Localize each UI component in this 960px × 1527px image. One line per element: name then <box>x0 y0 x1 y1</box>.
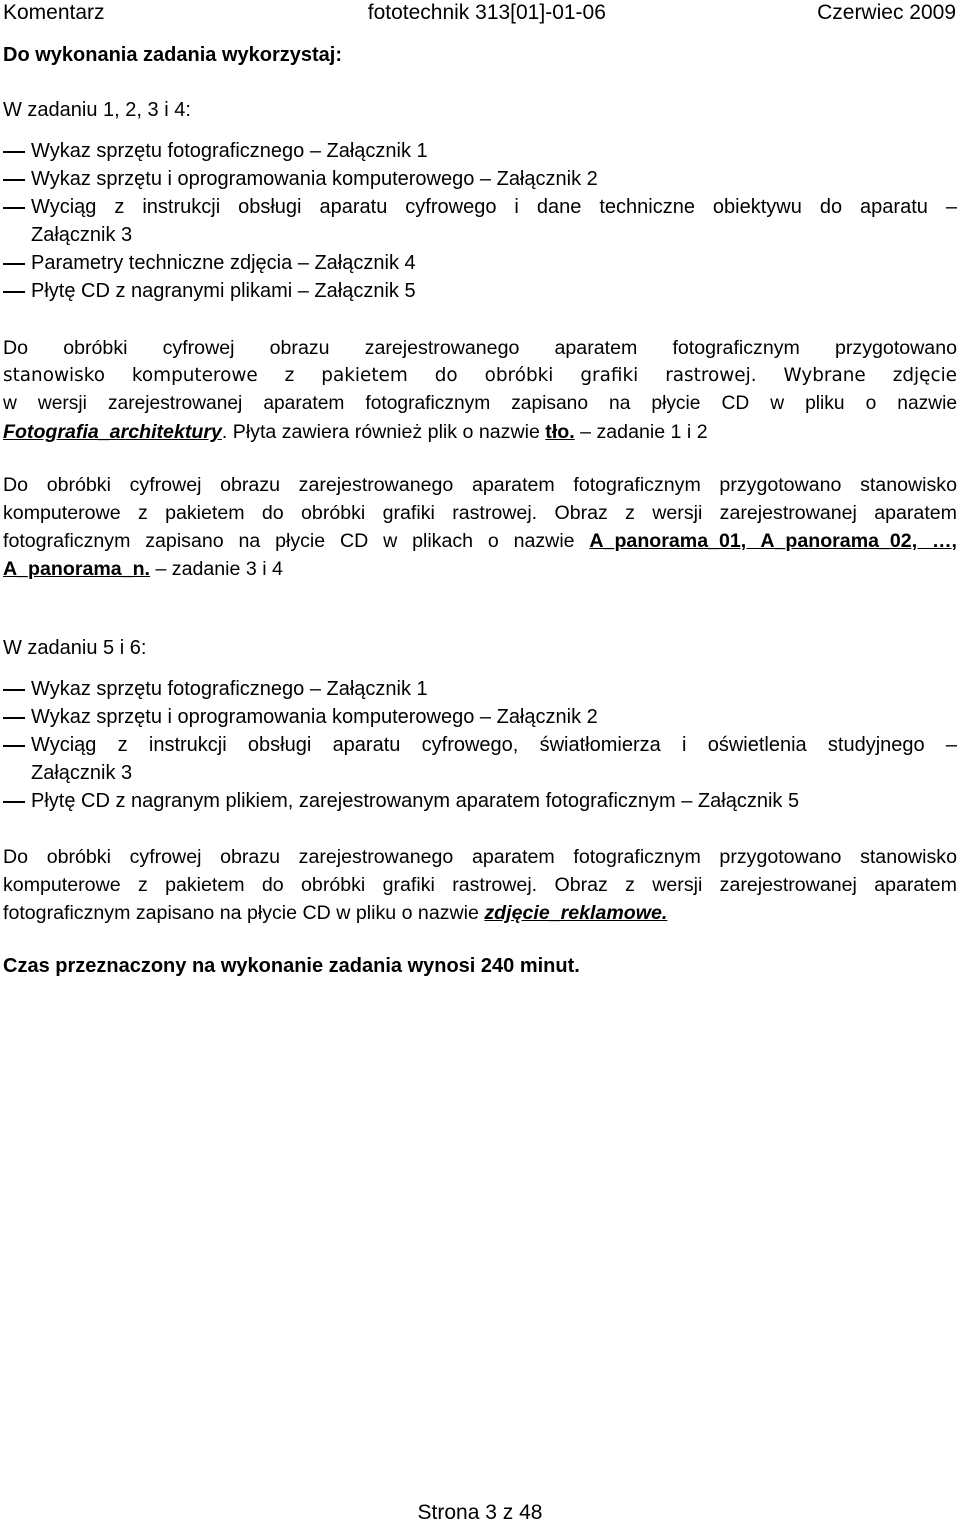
paragraph-task-1-2 <box>3 334 957 446</box>
list-item: Płytę CD z nagranym plikiem, zarejestrowanym aparatem fotograficznym – Załącznik 5 <box>3 787 957 815</box>
task-reference: – zadanie 3 i 4 <box>150 558 283 580</box>
header-left: Komentarz <box>3 1 105 24</box>
paragraph-line <box>3 418 957 446</box>
task-reference: – zadanie 1 i 2 <box>574 421 708 443</box>
list-item: Płytę CD z nagranymi plikami – Załącznik 5 <box>3 277 957 305</box>
paragraph-text: . Płyta zawiera również plik o nazwie <box>221 421 546 443</box>
section1-list <box>3 137 957 305</box>
list-item: Wykaz sprzętu fotograficznego – Załącznik 1 <box>3 137 957 165</box>
list-item: Parametry techniczne zdjęcia – Załącznik 4 <box>3 249 957 277</box>
page-heading: Do wykonania zadania wykorzystaj: <box>3 44 342 66</box>
list-item: Wykaz sprzętu i oprogramowania komputerowego – Załącznik 2 <box>3 703 957 731</box>
file-name: zdjęcie_reklamowe. <box>484 902 668 924</box>
header-right: Czerwiec 2009 <box>817 1 956 24</box>
list-item: Wykaz sprzętu fotograficznego – Załącznik 1 <box>3 675 957 703</box>
paragraph-line: Do obróbki cyfrowej obrazu zarejestrowanego aparatem fotograficznym przygotowano <box>3 337 957 359</box>
paragraph-text: Do obróbki cyfrowej obrazu zarejestrowanego aparatem fotograficznym przygotowano stanowisko komputerowe z pakietem do obróbki grafiki rastrowej. Obraz z wersji zarejestrowanej aparatem fotograficznym zapisano na płycie CD w pliku o nazwie <box>3 846 957 924</box>
file-names: A_panorama_01, A_panorama_02, …, A_panorama_n. <box>3 530 957 580</box>
paragraph-task-5-6 <box>3 843 957 927</box>
paragraph-line: stanowisko komputerowe z pakietem do obróbki grafiki rastrowej. Wybrane zdjęcie <box>3 365 957 386</box>
section2-list <box>3 675 957 815</box>
paragraph-text: Do obróbki cyfrowej obrazu zarejestrowanego aparatem fotograficznym przygotowano stanowisko komputerowe z pakietem do obróbki grafiki rastrowej. Obraz z wersji zarejestrowanej aparatem fotograficznym zapisano na płycie CD w plikach o nazwie <box>3 474 957 552</box>
section2-title: W zadaniu 5 i 6: <box>3 637 147 659</box>
paragraph-task-3-4 <box>3 471 957 583</box>
list-item: Wyciąg z instrukcji obsługi aparatu cyfrowego i dane techniczne obiektywu do aparatu – <box>3 193 957 221</box>
list-item: Wykaz sprzętu i oprogramowania komputerowego – Załącznik 2 <box>3 165 957 193</box>
paragraph-line: w wersji zarejestrowanej aparatem fotograficznym zapisano na płycie CD w pliku o nazwie <box>3 393 957 414</box>
section1-title: W zadaniu 1, 2, 3 i 4: <box>3 99 191 121</box>
list-item: Wyciąg z instrukcji obsługi aparatu cyfrowego, światłomierza i oświetlenia studyjnego – <box>3 731 957 759</box>
list-item-continuation: Załącznik 3 <box>31 762 133 784</box>
time-note: Czas przeznaczony na wykonanie zadania wynosi 240 minut. <box>3 955 580 977</box>
file-name: Fotografia_architektury <box>3 421 222 443</box>
list-item-continuation: Załącznik 3 <box>31 224 133 246</box>
file-name: tło. <box>545 421 575 443</box>
header-center: fototechnik 313[01]-01-06 <box>367 1 606 24</box>
page-number: Strona 3 z 48 <box>417 1501 543 1524</box>
page-header <box>3 0 956 26</box>
